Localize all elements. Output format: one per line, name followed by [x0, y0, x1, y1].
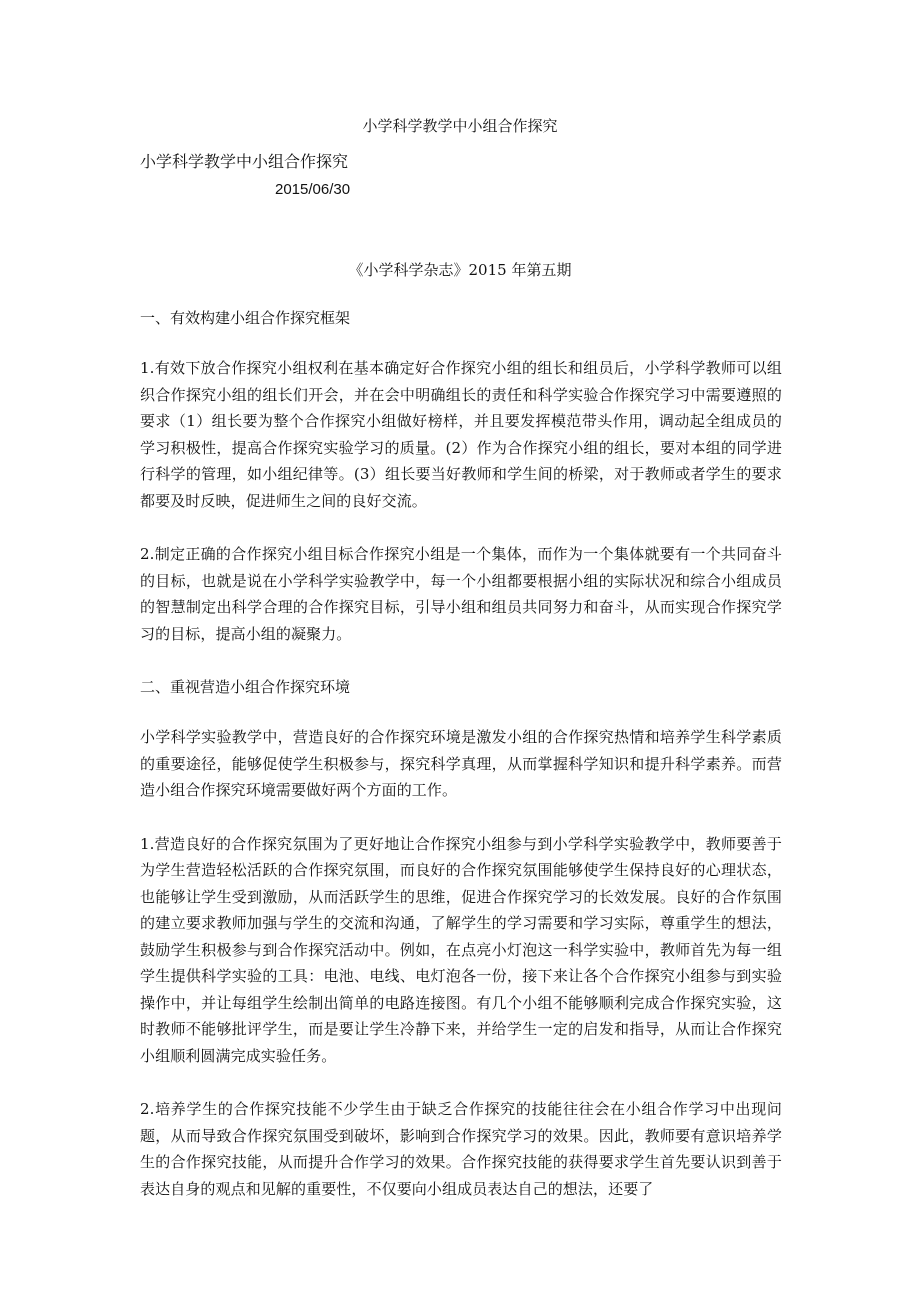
section-heading: 二、重视营造小组合作探究环境 [140, 678, 351, 696]
paragraph: 1.营造良好的合作探究氛围为了更好地让合作探究小组参与到小学科学实验教学中，教师要善于为学生营造轻松活跃的合作探究氛围，而良好的合作探究氛围能够使学生保持良好的心理状态，也能够让学生受到激励，从而活跃学生的思维，促进合作探究学习的长效发展。良好的合作氛围的建立要求教师加强与学生的交流和沟通，了解学生的学习需要和学习实际，尊重学生的想法，鼓励学生积极参与到合作探究活动中。例如，在点亮小灯泡这一科学实验中，教师首先为每一组学生提供科学实验的工具：电池、电线、电灯泡各一份，接下来让各个合作探究小组参与到实验操作中，并让每组学生绘制出简单的电路连接图。有几个小组不能够顺利完成合作探究实验，这时教师不能够批评学生，而是要让学生冷静下来，并给学生一定的启发和指导，从而让合作探究小组顺利圆满完成实验任务。 [140, 834, 782, 1065]
section-2 [140, 674, 782, 1202]
paragraph: 2.制定正确的合作探究小组目标合作探究小组是一个集体，而作为一个集体就要有一个共同奋斗的目标，也就是说在小学科学实验教学中，每一个小组都要根据小组的实际状况和综合小组成员的智慧制定出科学合理的合作探究目标，引导小组和组员共同努力和奋斗，从而实现合作探究学习的目标，提高小组的凝聚力。 [140, 545, 782, 643]
document-title: 小学科学教学中小组合作探究 [362, 117, 558, 135]
paragraph: 1.有效下放合作探究小组权利在基本确定好合作探究小组的组长和组员后，小学科学教师可以组织合作探究小组的组长们开会，并在会中明确组长的责任和科学实验合作探究学习中需要遵照的要求（1）组长要为整个合作探究小组做好榜样，并且要发挥模范带头作用，调动起全组成员的学习积极性，提高合作探究实验学习的质量。(2）作为合作探究小组的组长，要对本组的同学进行科学的管理，如小组纪律等。(3）组长要当好教师和学生间的桥梁，对于教师或者学生的要求都要及时反映，促进师生之间的良好交流。 [140, 359, 782, 510]
publish-date: 2015/06/30 [275, 181, 351, 198]
section-1 [140, 305, 782, 647]
journal-source: 《小学科学杂志》2015 年第五期 [348, 261, 572, 279]
article-body [140, 305, 782, 1229]
paragraph: 2.培养学生的合作探究技能不少学生由于缺乏合作探究的技能往往会在小组合作学习中出现问题，从而导致合作探究氛围受到破坏，影响到合作探究学习的效果。因此，教师要有意识培养学生的合作探究技能，从而提升合作学习的效果。合作探究技能的获得要求学生首先要认识到善于表达自身的观点和见解的重要性，不仅要向小组成员表达自己的想法，还要了 [140, 1100, 782, 1198]
paragraph: 小学科学实验教学中，营造良好的合作探究环境是激发小组的合作探究热情和培养学生科学素质的重要途径，能够促使学生积极参与，探究科学真理，从而掌握科学知识和提升科学素养。而营造小组合作探究环境需要做好两个方面的工作。 [140, 728, 782, 799]
document-subtitle: 小学科学教学中小组合作探究 [140, 152, 349, 171]
section-heading: 一、有效构建小组合作探究框架 [140, 309, 351, 327]
